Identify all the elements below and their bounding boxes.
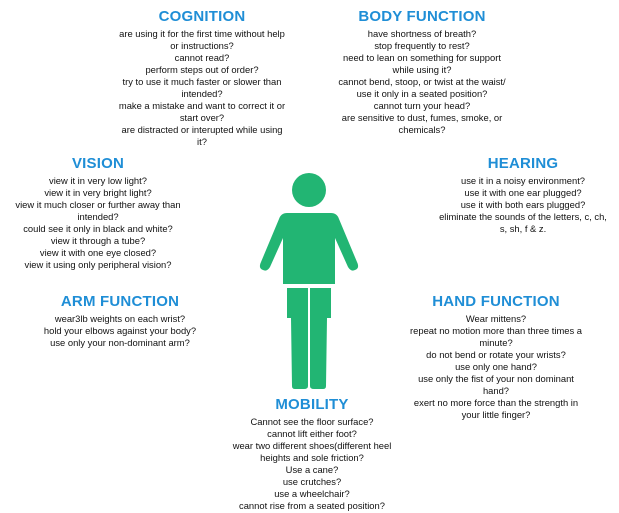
list-item: wear3lb weights on each wrist? <box>54 313 186 324</box>
list-item: stop frequently to rest? <box>374 40 470 51</box>
list-item: use it in a noisy environment? <box>460 175 586 186</box>
list-item: view it using only peripheral vision? <box>24 259 172 270</box>
list-item: cannot lift either foot? <box>267 428 357 439</box>
arm-function-section <box>22 293 218 349</box>
list-item: view it in very bright light? <box>44 187 152 198</box>
list-item: are distracted or interupted while using <box>121 124 283 135</box>
list-item: s, sh, f & z. <box>499 223 547 234</box>
list-item: cannot read? <box>174 52 230 63</box>
list-item: hold your elbows against your body? <box>43 325 197 336</box>
list-item: your little finger? <box>461 409 531 420</box>
mobility-title: MOBILITY <box>275 396 349 413</box>
figure-torso <box>260 213 358 284</box>
list-item: view it with one eye closed? <box>39 247 157 258</box>
list-item: intended? <box>77 211 119 222</box>
list-item: view it through a tube? <box>50 235 146 246</box>
list-item: or instructions? <box>170 40 234 51</box>
hearing-title: HEARING <box>487 155 559 172</box>
list-item: use only one hand? <box>455 361 537 372</box>
list-item: use it only in a seated position? <box>356 88 488 99</box>
list-item: need to lean on something for support <box>343 52 501 63</box>
list-item: minute? <box>479 337 513 348</box>
mobility-section <box>216 396 408 512</box>
list-item: make a mistake and want to correct it or <box>118 100 286 111</box>
list-item: it? <box>197 136 207 147</box>
list-item: cannot turn your head? <box>373 100 471 111</box>
list-item: heights and sole friction? <box>260 452 364 463</box>
list-item: are sensitive to dust, fumes, smoke, or <box>341 112 503 123</box>
list-item: cannot bend, stoop, or twist at the waist/ <box>338 76 506 87</box>
list-item: hand? <box>482 385 510 396</box>
list-item: wear two different shoes(different heel <box>232 440 392 451</box>
body-function-list <box>318 28 526 136</box>
list-item: Use a cane? <box>285 464 339 475</box>
list-item: view it much closer or further away than <box>15 199 181 210</box>
list-item: chemicals? <box>398 124 446 135</box>
list-item: exert no more force than the strength in <box>413 397 579 408</box>
hearing-section <box>430 155 616 235</box>
mobility-list <box>216 416 408 512</box>
list-item: do not bend or rotate your wrists? <box>426 349 566 360</box>
list-item: view it in very low light? <box>49 175 147 186</box>
list-item: cannot rise from a seated position? <box>239 500 385 511</box>
figure-head <box>292 173 326 207</box>
hand-function-title: HAND FUNCTION <box>432 293 560 310</box>
cognition-section <box>95 8 309 148</box>
hand-function-section <box>398 293 594 421</box>
vision-list <box>0 175 196 271</box>
vision-section <box>0 155 196 271</box>
list-item: Wear mittens? <box>465 313 527 324</box>
list-item: try to use it much faster or slower than <box>122 76 282 87</box>
hand-function-list <box>398 313 594 421</box>
list-item: intended? <box>181 88 223 99</box>
list-item: perform steps out of order? <box>145 64 259 75</box>
list-item: are using it for the first time without help <box>119 28 285 39</box>
list-item: use a wheelchair? <box>274 488 350 499</box>
list-item: use only your non-dominant arm? <box>50 337 190 348</box>
list-item: eliminate the sounds of the letters, c, ch, <box>439 211 607 222</box>
list-item: repeat no motion more than three times a <box>410 325 582 336</box>
body-function-title: BODY FUNCTION <box>358 8 486 25</box>
body-function-section <box>318 8 526 136</box>
list-item: have shortness of breath? <box>367 28 477 39</box>
person-figure-icon <box>257 172 361 390</box>
list-item: while using it? <box>392 64 452 75</box>
hearing-list <box>430 175 616 235</box>
list-item: Cannot see the floor surface? <box>250 416 374 427</box>
list-item: use it with one ear plugged? <box>464 187 582 198</box>
list-item: use only the fist of your non dominant <box>418 373 574 384</box>
vision-title: VISION <box>71 155 125 172</box>
figure-legs <box>287 288 331 389</box>
cognition-title: COGNITION <box>158 8 246 25</box>
list-item: use it with both ears plugged? <box>460 199 586 210</box>
cognition-list <box>95 28 309 148</box>
arm-function-list <box>22 313 218 349</box>
list-item: use crutches? <box>282 476 342 487</box>
arm-function-title: ARM FUNCTION <box>60 293 180 310</box>
list-item: could see it only in black and white? <box>23 223 173 234</box>
list-item: start over? <box>179 112 225 123</box>
